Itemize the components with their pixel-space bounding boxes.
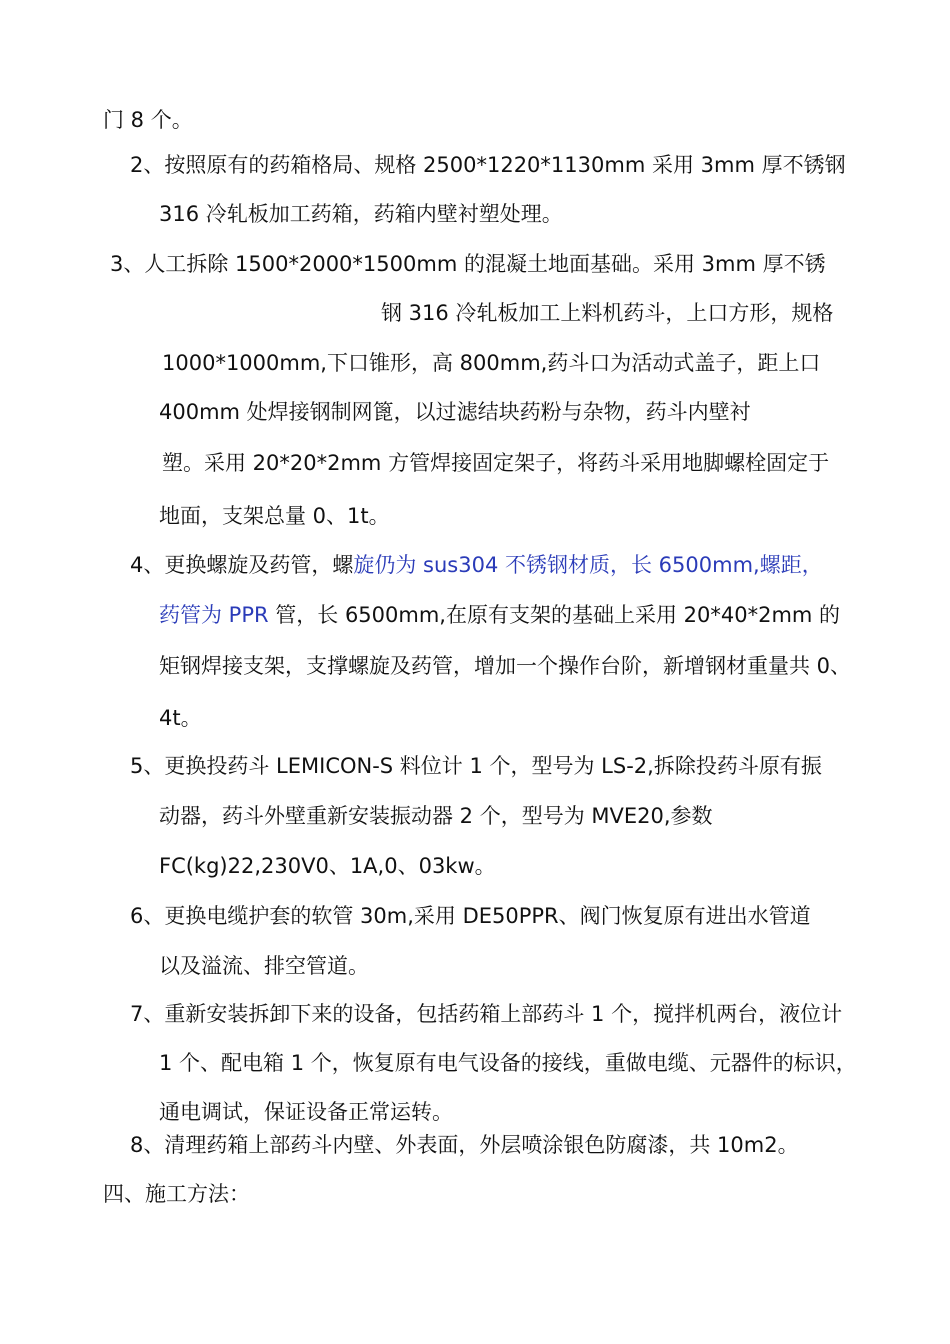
text-line-12: 矩钢焊接支架，支撑螺旋及药管，增加一个操作台阶，新增钢材重量共 0、: [159, 654, 852, 678]
text-line-10: [130, 550, 823, 580]
text-segment-highlight: 旋仍为 sus304 不锈钢材质，长 6500mm,螺距，: [353, 553, 823, 577]
text-line-3: 316 冷轧板加工药箱，药箱内壁衬塑处理。: [159, 202, 563, 226]
text-line-8: 塑。采用 20*20*2mm 方管焊接固定架子，将药斗采用地脚螺栓固定于: [162, 451, 830, 475]
text-line-18: 以及溢流、排空管道。: [159, 954, 369, 978]
text-segment-plain: 管，长 6500mm,在原有支架的基础上采用 20*40*2mm 的: [268, 603, 841, 627]
text-line-1: 门 8 个。: [103, 108, 193, 132]
text-line-21: 通电调试，保证设备正常运转。: [159, 1100, 453, 1124]
section-heading: 四、施工方法：: [103, 1182, 250, 1206]
text-line-11: [159, 600, 840, 630]
text-line-20: 1 个、配电箱 1 个，恢复原有电气设备的接线，重做电缆、元器件的标识，: [159, 1051, 857, 1075]
text-line-4: 3、人工拆除 1500*2000*1500mm 的混凝土地面基础。采用 3mm 厚不锈: [110, 252, 826, 276]
text-segment-plain: 4、更换螺旋及药管，螺: [130, 553, 354, 577]
text-line-5: 钢 316 冷轧板加工上料机药斗，上口方形，规格: [381, 301, 834, 325]
text-line-9: 地面，支架总量 0、1t。: [159, 504, 390, 528]
text-line-22: 8、清理药箱上部药斗内壁、外表面，外层喷涂银色防腐漆，共 10m2。: [130, 1133, 799, 1157]
text-line-19: 7、重新安装拆卸下来的设备，包括药箱上部药斗 1 个，搅拌机两台，液位计: [130, 1002, 843, 1026]
text-line-6: 1000*1000mm,下口锥形，高 800mm,药斗口为活动式盖子，距上口: [162, 351, 821, 375]
text-segment-highlight: 药管为 PPR: [159, 603, 269, 627]
text-line-16: FC(kg)22,230V0、1A,0、03kw。: [159, 854, 496, 878]
text-line-2: 2、按照原有的药箱格局、规格 2500*1220*1130mm 采用 3mm 厚不锈钢: [130, 153, 846, 177]
text-line-7: 400mm 处焊接钢制网篦，以过滤结块药粉与杂物，药斗内壁衬: [159, 400, 751, 424]
text-line-13: 4t。: [159, 706, 202, 730]
text-line-17: 6、更换电缆护套的软管 30m,采用 DE50PPR、阀门恢复原有进出水管道: [130, 904, 811, 928]
text-line-15: 动器，药斗外壁重新安装振动器 2 个，型号为 MVE20,参数: [159, 804, 713, 828]
text-line-14: 5、更换投药斗 LEMICON-S 料位计 1 个，型号为 LS-2,拆除投药斗原有振: [130, 754, 822, 778]
